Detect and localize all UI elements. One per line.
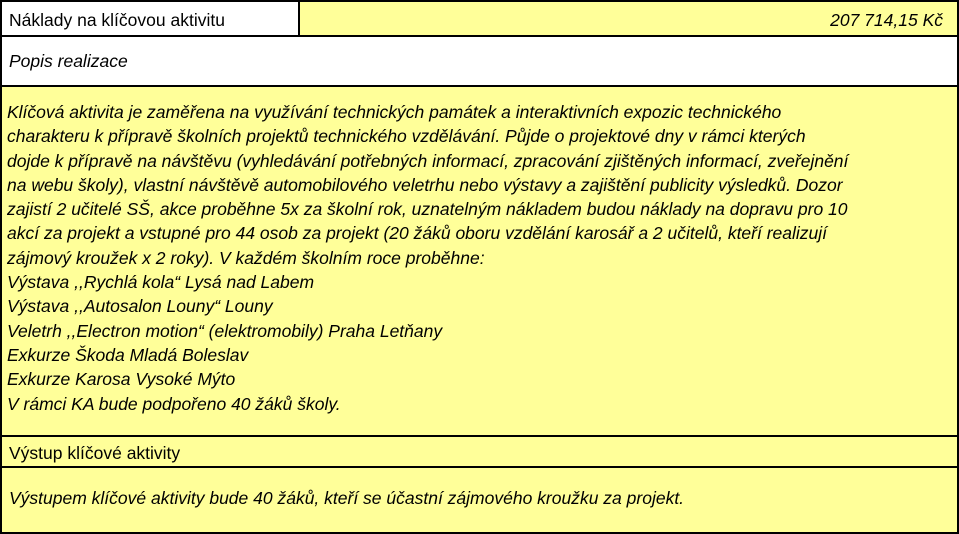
output-text: Výstupem klíčové aktivity bude 40 žáků, kteří se účastní zájmového kroužku za projekt. (9, 488, 685, 508)
cost-label-cell (0, 0, 300, 37)
realization-text (7, 100, 848, 416)
cost-amount-cell (298, 0, 959, 37)
realization-line: charakteru k přípravě školních projektů technického vzdělávání. Půjde o projektové dny v rámci kterých (7, 126, 806, 147)
realization-heading-cell (0, 35, 959, 87)
realization-line: V rámci KA bude podpořeno 40 žáků školy. (7, 393, 341, 414)
realization-line: na webu školy), vlastní návštěvě automobilového veletrhu nebo výstavy a zajištění publicity výsledků. Dozor (7, 174, 843, 195)
realization-line: dojde k přípravě na návštěvu (vyhledávání potřebných informací, zpracování zjištěných informací, zveřejnění (7, 150, 849, 171)
output-heading-cell (0, 435, 959, 468)
realization-heading: Popis realizace (9, 51, 128, 71)
realization-line: Výstava ,,Rychlá kola“ Lysá nad Labem (7, 272, 315, 293)
realization-line: akcí za projekt a vstupné pro 44 osob za projekt (20 žáků oboru vzdělání karosář a 2 učitelů, kteří realizují (7, 223, 828, 244)
output-body-cell (0, 466, 959, 534)
realization-line: Klíčová aktivita je zaměřena na využívání technických památek a interaktivních expozic technického (7, 102, 782, 122)
realization-line: zájmový kroužek x 2 roky). V každém školním roce proběhne: (7, 247, 485, 268)
realization-line: Exkurze Škoda Mladá Boleslav (7, 344, 249, 365)
realization-line: Výstava ,,Autosalon Louny“ Louny (7, 296, 273, 317)
cost-label: Náklady na klíčovou aktivitu (9, 10, 225, 30)
output-heading: Výstup klíčové aktivity (9, 443, 181, 463)
realization-line: Exkurze Karosa Vysoké Mýto (7, 369, 236, 390)
realization-line: zajistí 2 učitelé SŠ, akce proběhne 5x za školní rok, uznatelným nákladem budou náklady na dopravu pro 10 (7, 199, 848, 220)
cost-amount: 207 714,15 Kč (830, 10, 943, 30)
realization-line: Veletrh ,,Electron motion“ (elektromobily) Praha Letňany (7, 320, 443, 341)
